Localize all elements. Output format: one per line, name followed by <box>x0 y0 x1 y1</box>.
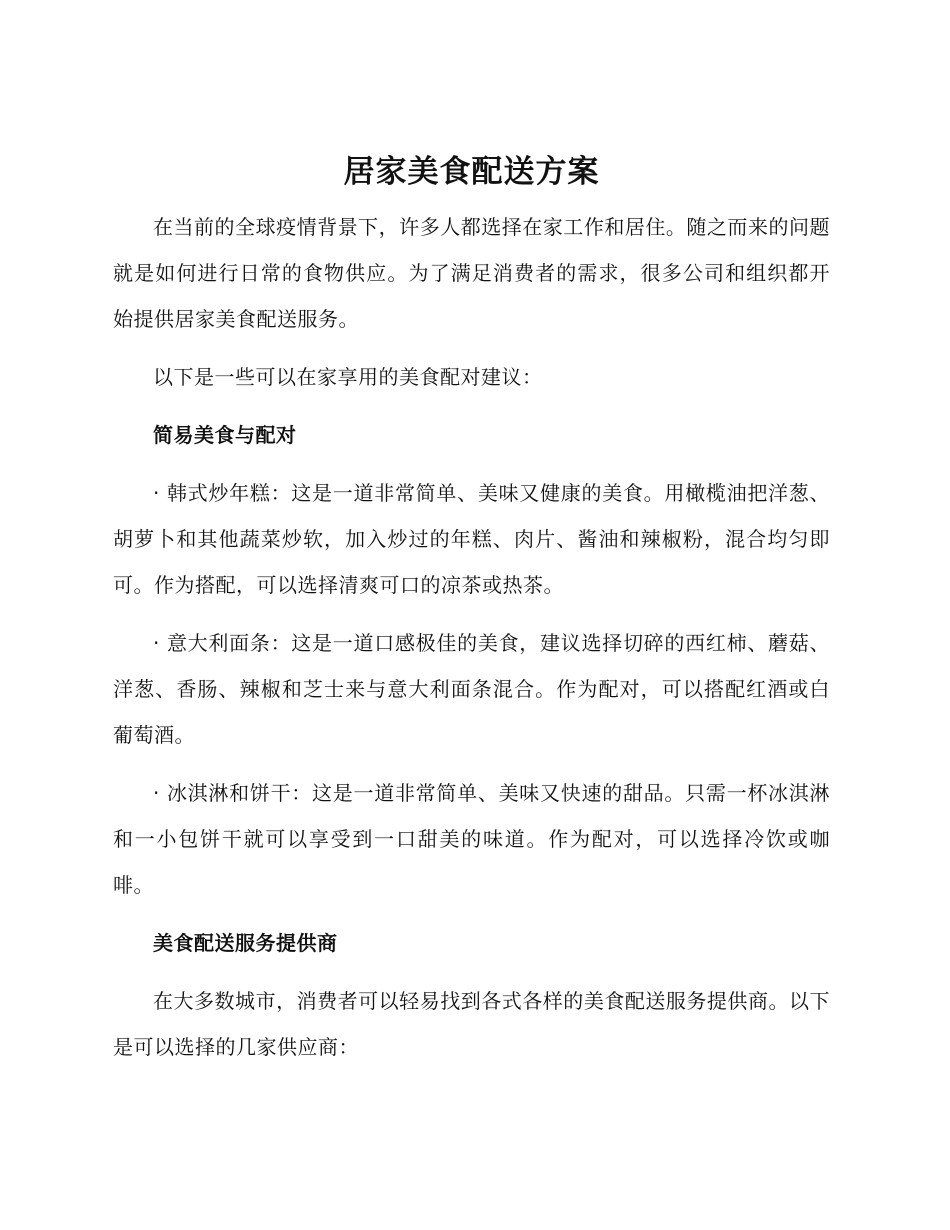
list-item-spaghetti: · 意大利面条：这是一道口感极佳的美食，建议选择切碎的西红柿、蘑菇、洋葱、香肠、辣椒和芝士来与意大利面条混合。作为配对，可以搭配红酒或白葡萄酒。 <box>113 631 830 747</box>
providers-paragraph: 在大多数城市，消费者可以轻易找到各式各样的美食配送服务提供商。以下是可以选择的几家供应商： <box>113 989 830 1059</box>
document-title: 居家美食配送方案 <box>343 154 600 190</box>
section-heading-delivery-providers: 美食配送服务提供商 <box>153 931 338 955</box>
suggestion-lead-paragraph: 以下是一些可以在家享用的美食配对建议： <box>153 365 543 389</box>
document-page <box>113 150 830 1082</box>
list-item-ice-cream-biscuits: · 冰淇淋和饼干：这是一道非常简单、美味又快速的甜品。只需一杯冰淇淋和一小包饼干就可以享受到一口甜美的味道。作为配对，可以选择冷饮或咖啡。 <box>113 781 830 897</box>
list-item-korean-rice-cake: · 韩式炒年糕：这是一道非常简单、美味又健康的美食。用橄榄油把洋葱、胡萝卜和其他蔬菜炒软，加入炒过的年糕、肉片、酱油和辣椒粉，混合均匀即可。作为搭配，可以选择清爽可口的凉茶或热茶。 <box>113 481 830 597</box>
section-heading-simple-food: 简易美食与配对 <box>153 423 297 447</box>
intro-paragraph: 在当前的全球疫情背景下，许多人都选择在家工作和居住。随之而来的问题就是如何进行日常的食物供应。为了满足消费者的需求，很多公司和组织都开始提供居家美食配送服务。 <box>113 215 830 331</box>
